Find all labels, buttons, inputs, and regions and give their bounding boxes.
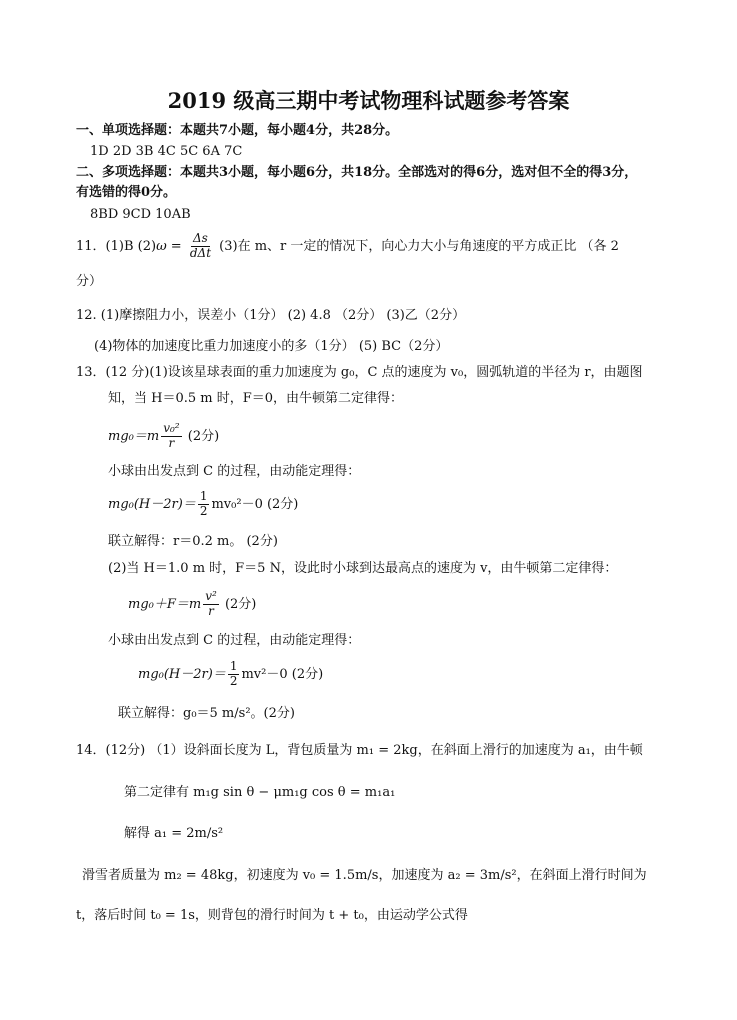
q13-eq2 [108,490,298,519]
q13-eq1-fraction [161,422,181,451]
q13-eq4-rhs: mv²－0 (2分) [241,666,324,682]
q13-eq4-fraction [228,660,240,689]
section1-answers: 1D 2D 3B 4C 5C 6A 7C [90,144,243,159]
q13-eq1-num: v₀² [163,421,180,435]
q12-line2: (4)物体的加速度比重力加速度小的多（1分） (5) BC（2分） [94,339,449,354]
q13-eq1-lhs: mg₀＝m [108,428,160,444]
q13-eq4-lhs: mg₀(H－2r)＝ [138,666,226,682]
q11-prefix: 11．(1)B (2) [76,238,157,254]
q14-line2: 第二定律有 m₁g sin θ − μm₁g cos θ = m₁a₁ [124,785,396,800]
section1-heading: 一、单项选择题：本题共7小题，每小题4分，共28分。 [76,123,399,138]
q13-eq4 [138,660,323,689]
section2-answers: 8BD 9CD 10AB [90,207,191,222]
q13-line7: 联立解得：g₀＝5 m/s²。(2分) [118,706,295,721]
q13-eq1 [108,422,219,451]
q13-eq2-num: 1 [199,489,208,503]
page-title: 2019 级高三期中考试物理科试题参考答案 [167,88,570,113]
q13-eq2-lhs: mg₀(H－2r)＝ [108,496,196,512]
q11-line1 [76,232,619,261]
q12-line1: 12. (1)摩擦阻力小，误差小（1分） (2) 4.8 （2分） (3)乙（2分） [76,308,466,323]
q13-eq3 [128,590,256,619]
q13-eq1-den: r [168,435,175,450]
q13-eq2-fraction [198,490,210,519]
q13-eq4-den: 2 [229,673,238,688]
q13-eq1-score: (2分) [183,428,220,444]
q14-line1: 14．(12分) （1）设斜面长度为 L，背包质量为 m₁ = 2kg，在斜面上滑行的加速度为 a₁，由牛顿 [76,743,643,758]
q13-line4: 联立解得：r＝0.2 m。 (2分) [108,534,278,549]
section2-heading-line1: 二、多项选择题：本题共3小题，每小题6分，共18分。全部选对的得6分，选对但不全的得3分， [76,165,638,180]
q13-eq3-fraction [203,590,219,619]
q14-line3: 解得 a₁ = 2m/s² [124,826,224,841]
q13-eq4-num: 1 [229,659,238,673]
q14-line5: t，落后时间 t₀ = 1s，则背包的滑行时间为 t + t₀，由运动学公式得 [76,908,468,923]
q14-line4: 滑雪者质量为 m₂ = 48kg，初速度为 v₀ = 1.5m/s，加速度为 a₂ = 3m/s²，在斜面上滑行时间为 [82,868,647,883]
q13-line6: 小球由出发点到 C 的过程，由动能定理得： [108,633,361,648]
q11-answer3: (3)在 m、r 一定的情况下，向心力大小与角速度的平方成正比 （各 2 [215,238,619,254]
q13-line1: 13．(12 分)(1)设该星球表面的重力加速度为 g₀，C 点的速度为 v₀，圆弧轨道的半径为 r，由题图 [76,365,643,380]
q13-line5: (2)当 H＝1.0 m 时，F＝5 N，设此时小球到达最高点的速度为 v，由牛顿第二定律得： [108,561,618,576]
q13-eq3-den: r [208,603,214,618]
q13-eq3-num: v² [205,589,217,603]
q13-eq3-lhs: mg₀＋F＝m [128,596,202,612]
q11-fraction-den: dΔt [189,245,212,260]
q11-equals: = [166,238,186,254]
q13-eq2-den: 2 [199,503,208,518]
section2-heading-line2: 有选错的得0分。 [76,185,177,200]
q11-fraction-num: Δs [193,231,208,245]
q13-eq3-score: (2分) [220,596,257,612]
q13-eq2-rhs: mv₀²－0 (2分) [211,496,299,512]
q11-line2: 分） [76,274,103,289]
q11-fraction [188,232,213,261]
q13-line3: 小球由出发点到 C 的过程，由动能定理得： [108,464,361,479]
q11-omega: ω [156,238,167,254]
q13-line2: 知，当 H＝0.5 m 时，F＝0，由牛顿第二定律得： [108,391,404,406]
